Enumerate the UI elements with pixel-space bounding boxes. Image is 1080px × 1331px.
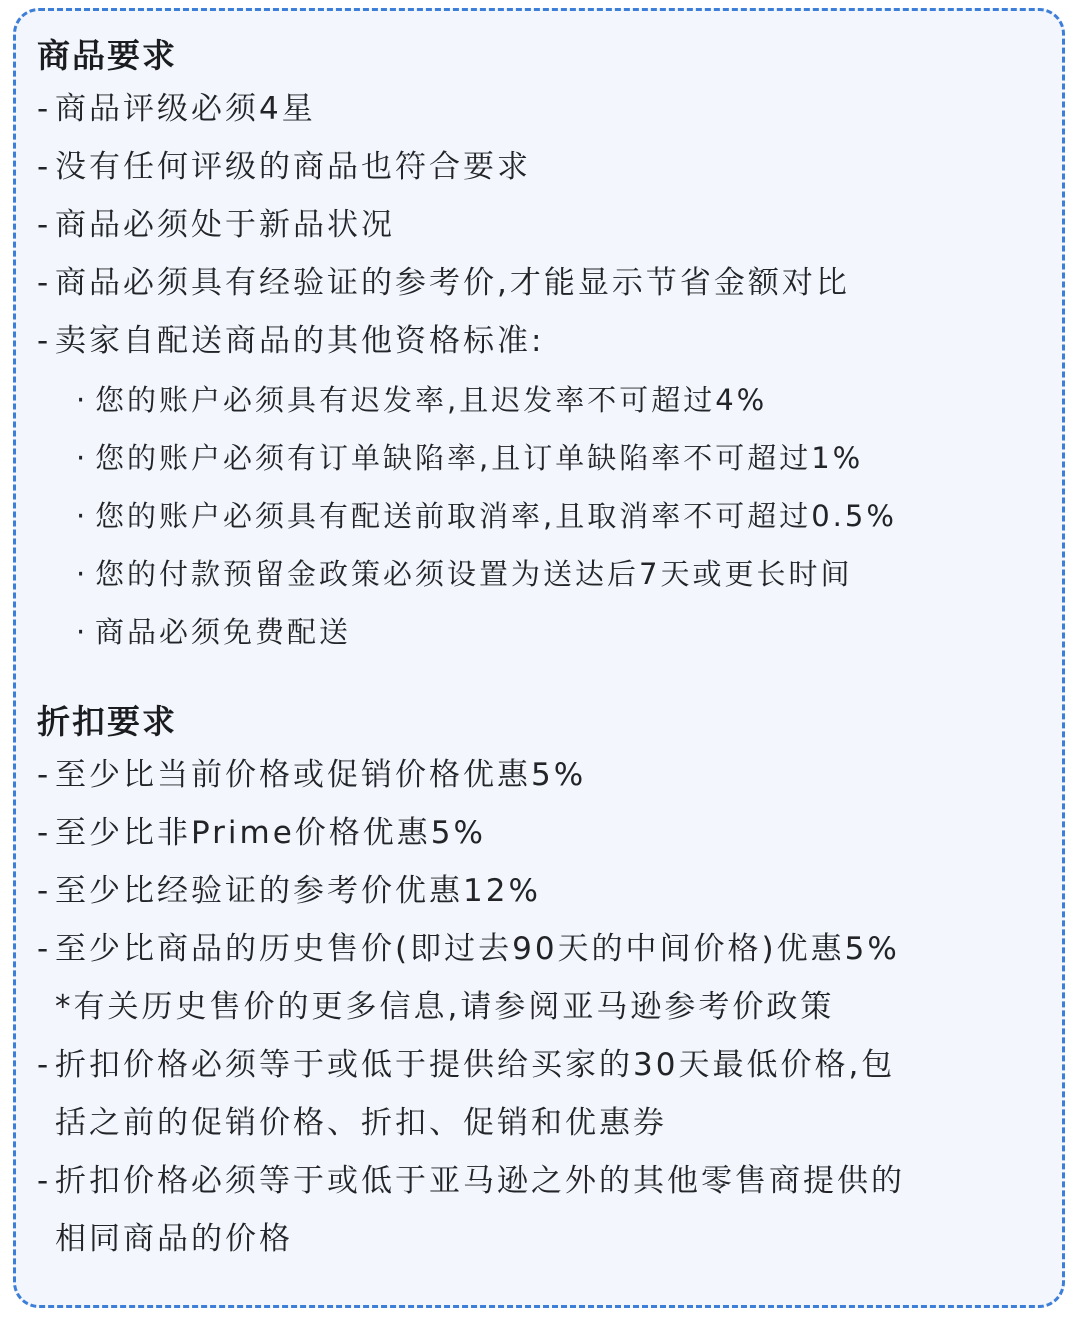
sub-list-item [76, 554, 852, 594]
list-item-text: 折扣价格必须等于或低于亚马逊之外的其他零售商提供的 [55, 1163, 905, 1199]
list-item-text: 至少比商品的历史售价(即过去90天的中间价格)优惠5% [55, 931, 900, 967]
dot-marker: · [76, 557, 89, 591]
dash-marker: - [37, 1163, 52, 1199]
sub-list-item-text: 您的账户必须具有配送前取消率,且取消率不可超过0.5% [95, 499, 897, 533]
product-requirements-title: 商品要求 [37, 36, 177, 75]
list-item [37, 755, 586, 795]
dot-marker: · [76, 383, 89, 417]
sub-list-item-text: 商品必须免费配送 [95, 615, 352, 649]
dot-marker: · [76, 615, 89, 649]
dash-marker: - [37, 323, 52, 359]
dash-marker: - [37, 149, 52, 185]
sub-list-item [76, 496, 897, 536]
list-item [37, 1161, 905, 1201]
discount-requirements-title: 折扣要求 [37, 702, 177, 741]
dash-marker: - [37, 207, 52, 243]
list-item-text: 至少比非Prime价格优惠5% [55, 815, 486, 851]
dash-marker: - [37, 873, 52, 909]
list-item-text: 至少比经验证的参考价优惠12% [55, 873, 541, 909]
list-item-text: 至少比当前价格或促销价格优惠5% [55, 757, 587, 793]
dash-marker: - [37, 1047, 52, 1083]
note-text: *有关历史售价的更多信息,请参阅亚马逊参考价政策 [55, 989, 835, 1025]
list-item [37, 147, 531, 187]
dash-marker: - [37, 931, 52, 967]
dash-marker: - [37, 815, 52, 851]
sub-list-item-text: 您的付款预留金政策必须设置为送达后7天或更长时间 [95, 557, 853, 591]
list-item [37, 205, 395, 245]
sub-list-item-text: 您的账户必须有订单缺陷率,且订单缺陷率不可超过1% [95, 441, 864, 475]
sub-list-item [76, 438, 863, 478]
list-item-text: 商品必须处于新品状况 [55, 207, 395, 243]
list-item [37, 89, 316, 129]
dash-marker: - [37, 757, 52, 793]
list-item-text: 卖家自配送商品的其他资格标准: [55, 323, 545, 359]
list-item-text: 商品评级必须4星 [55, 91, 316, 127]
dot-marker: · [76, 499, 89, 533]
list-item [37, 929, 900, 969]
sub-list-item [76, 380, 767, 420]
sub-list-item-text: 您的账户必须具有迟发率,且迟发率不可超过4% [95, 383, 768, 417]
list-item-text: 商品必须具有经验证的参考价,才能显示节省金额对比 [55, 265, 850, 301]
list-item [37, 263, 850, 303]
list-item [37, 871, 541, 911]
list-item-text: 没有任何评级的商品也符合要求 [55, 149, 531, 185]
dash-marker: - [37, 265, 52, 301]
dash-marker: - [37, 91, 52, 127]
list-item [37, 1045, 895, 1085]
list-item [37, 813, 486, 853]
list-item-continuation: 相同商品的价格 [55, 1221, 293, 1257]
list-item-continuation: 括之前的促销价格、折扣、促销和优惠券 [55, 1105, 667, 1141]
list-item-text: 折扣价格必须等于或低于提供给买家的30天最低价格,包 [55, 1047, 896, 1083]
dot-marker: · [76, 441, 89, 475]
sub-list-item [76, 612, 351, 652]
list-item [37, 321, 544, 361]
